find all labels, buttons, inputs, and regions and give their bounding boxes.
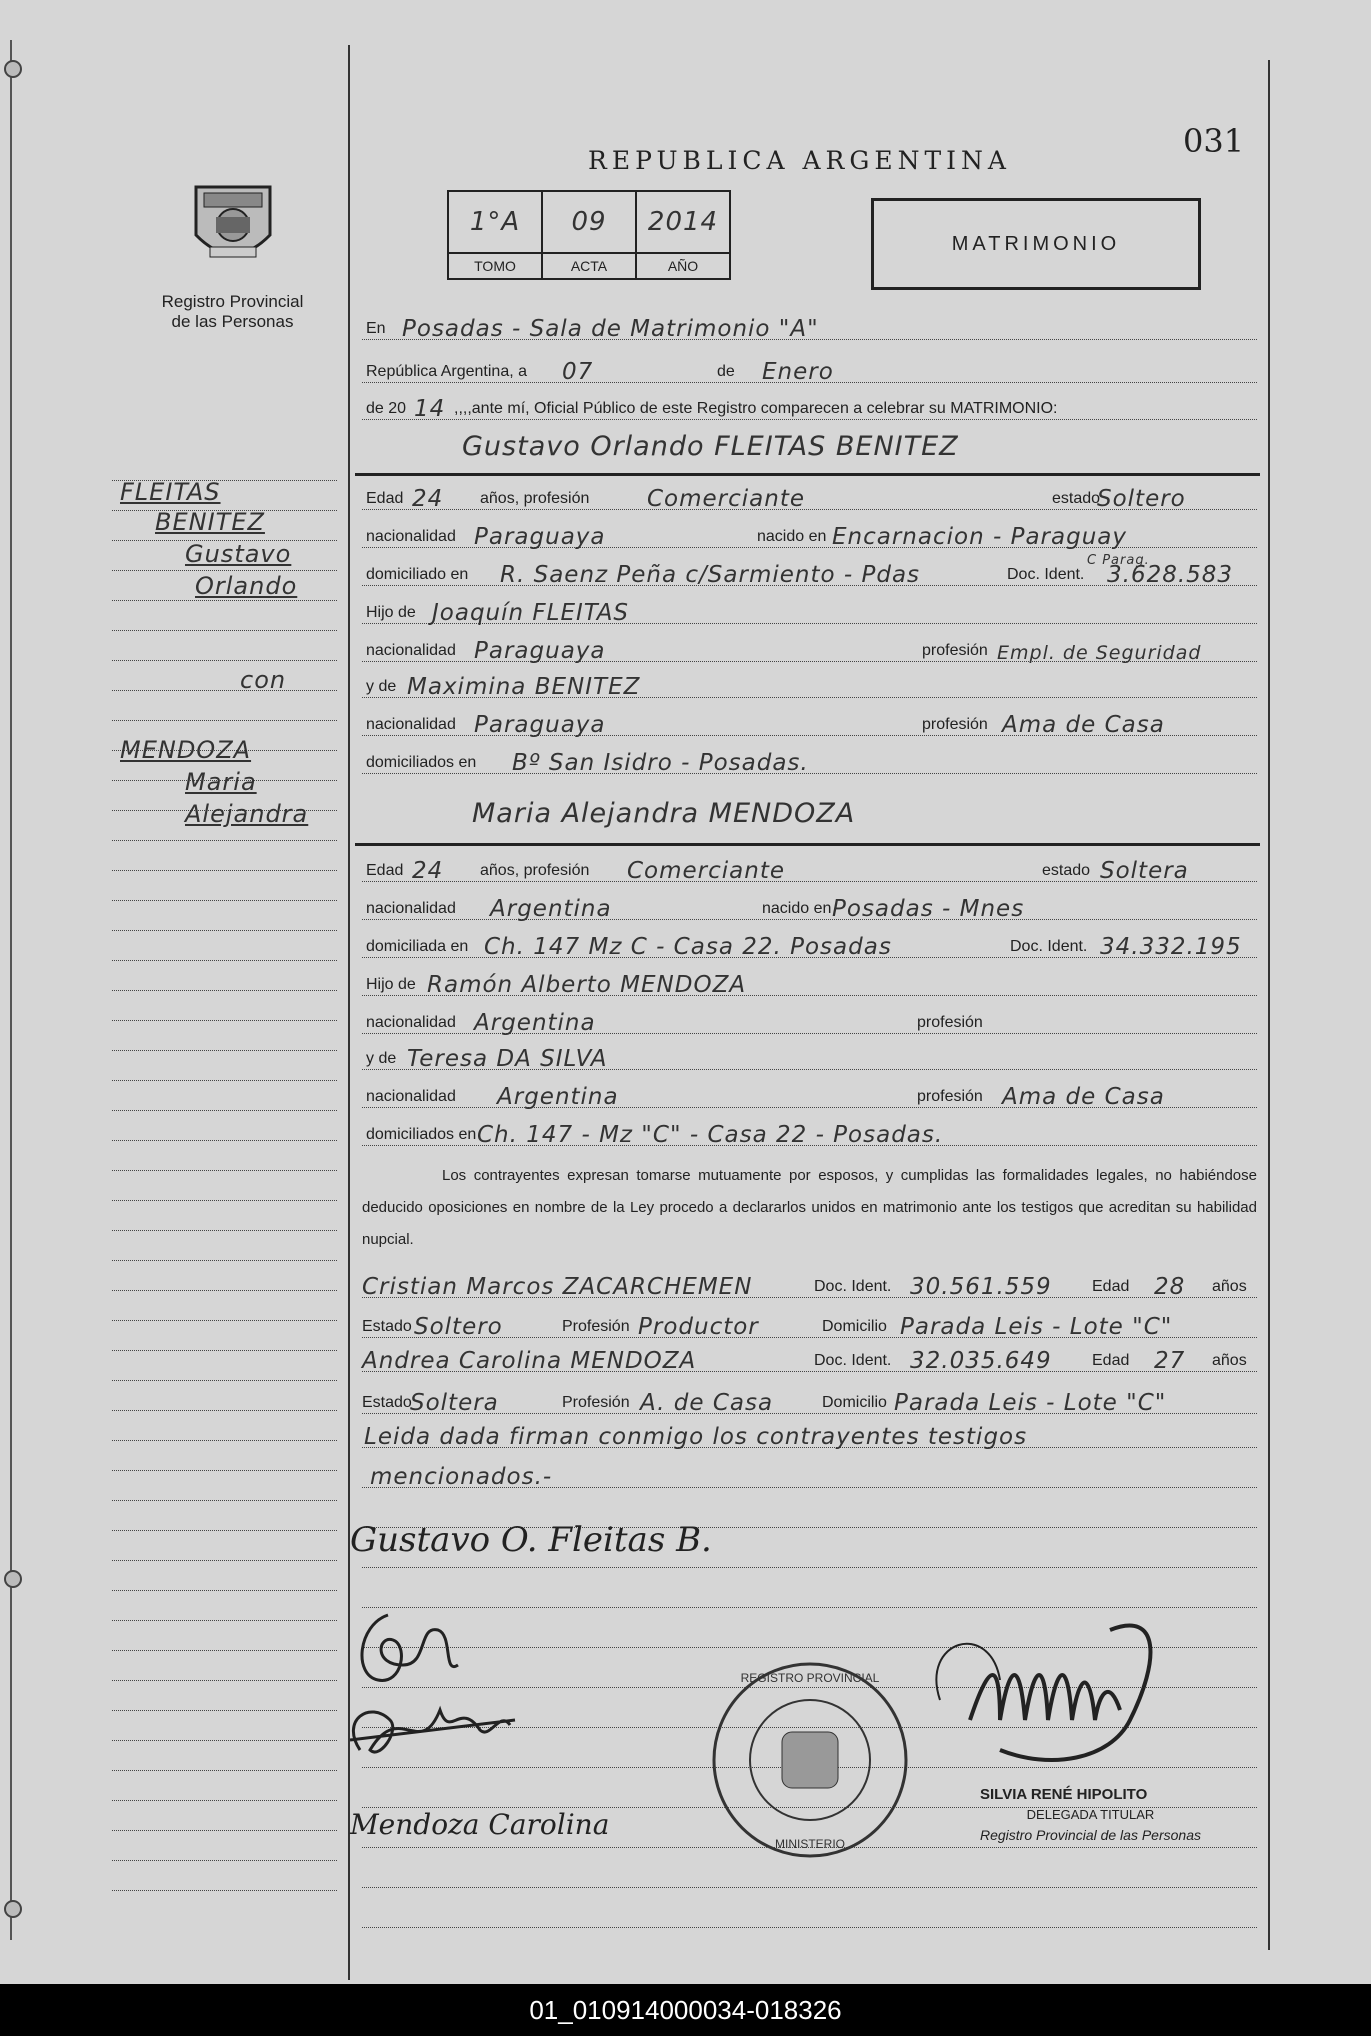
acta-cell [543,192,637,278]
year-suffix: 14 [414,396,446,422]
margin-line [112,900,337,901]
estado-label: estado [1052,490,1101,507]
groom-father-nac-row [362,632,1257,666]
margin-firstname-3: Maria [185,768,257,796]
witness1-detail-row [362,1308,1257,1342]
witness2-estado: Soltera [410,1390,499,1416]
scan-id-footer: 01_010914000034-018326 [0,1984,1371,2036]
margin-conjunction: con [240,666,287,694]
nacido-label: nacido en [757,528,827,545]
groom-dom-row [362,553,1257,590]
margin-line [112,1350,337,1351]
month-value: Enero [762,359,834,385]
bride-mother: Teresa DA SILVA [407,1046,608,1072]
page-number: 031 [1183,122,1245,160]
margin-line [112,960,337,961]
closing-line-2: mencionados.- [370,1464,553,1490]
margin-line [112,1710,337,1711]
groom-domicilio: R. Saenz Peña c/Sarmiento - Pdas [500,562,921,588]
anos-label: años [1212,1352,1247,1369]
bride-nac-row [362,890,1257,924]
mother-nac-label: nacionalidad [366,1088,456,1105]
witness2-row [362,1342,1257,1376]
declaration-paragraph: Los contrayentes expresan tomarse mutuamente por esposos, y cumplidas las formalidades legales, no habiéndose deducido oposiciones en nombre de la Ley procedo a declararlos unidos en matrimonio ante los testigos que acreditan su habilidad nupcial. [362,1167,1257,1248]
margin-line [112,570,337,571]
rep-label: República Argentina, a [366,363,527,380]
margin-line [112,1050,337,1051]
margin-surname-3: MENDOZA [120,736,252,764]
doc-label: Doc. Ident. [814,1278,892,1295]
anio-value: 2014 [637,192,729,254]
mother-nac-label: nacionalidad [366,716,456,733]
groom-signature: Gustavo O. Fleitas B. [350,1520,712,1560]
de-label: de [717,363,735,380]
margin-line [112,1860,337,1861]
binding-hole [4,1900,22,1918]
bride-name-row [362,797,1257,831]
year-prefix: de 20 [366,400,407,417]
bride-name: Maria Alejandra MENDOZA [472,798,856,829]
margin-line [112,1500,337,1501]
father-nac-label: nacionalidad [366,1014,456,1031]
groom-father-nac: Paraguaya [474,638,606,664]
witness2-edad: 27 [1154,1348,1186,1374]
nac-label: nacionalidad [366,528,456,545]
father-prof-label: profesión [917,1014,983,1031]
margin-line [112,690,337,691]
margin-line [112,1230,337,1231]
intro-text: ,,,,ante mí, Oficial Público de este Registro comparecen a celebrar su MATRIMONIO: [454,400,1058,417]
witness2-name: Andrea Carolina MENDOZA [362,1348,697,1374]
groom-name: Gustavo Orlando FLEITAS BENITEZ [462,431,959,462]
groom-mother-nac-row [362,706,1257,740]
blank-line [362,1858,1257,1892]
svg-text:REGISTRO PROVINCIAL: REGISTRO PROVINCIAL [740,1671,880,1685]
margin-line [112,1470,337,1471]
registry-title-line1: Registro Provincial [161,292,304,311]
official-role: DELEGADA TITULAR [1026,1807,1155,1822]
margin-line [112,630,337,631]
margin-line [112,720,337,721]
prof-label: Profesión [562,1394,630,1411]
groom-doc-note: C Parag. [1087,553,1150,568]
binding-edge [10,40,22,1940]
margin-line [112,1650,337,1651]
prof-label: años, profesión [480,490,590,507]
margin-line [112,1290,337,1291]
witness1-row [362,1268,1257,1302]
groom-edad: 24 [412,486,444,512]
witness1-estado: Soltero [414,1314,503,1340]
edad-label: Edad [1092,1352,1130,1369]
witness1-domicilio: Parada Leis - Lote "C" [900,1314,1173,1340]
margin-line [112,1410,337,1411]
registry-title-line2: de las Personas [171,312,294,331]
groom-edad-row [362,480,1257,514]
prof-label: Profesión [562,1318,630,1335]
father-nac-label: nacionalidad [366,642,456,659]
registry-stamp-icon [710,1660,910,1860]
nacido-label: nacido en [762,900,832,917]
bride-father-nac-row [362,1004,1257,1038]
binding-hole [4,60,22,78]
margin-line [112,1830,337,1831]
witness1-signature-icon [340,1680,520,1775]
dom-label: Domicilio [822,1394,887,1411]
margin-line [112,1770,337,1771]
margin-line [112,930,337,931]
margin-surname-1: FLEITAS [120,478,221,506]
official-office: Registro Provincial de las Personas [980,1827,1201,1843]
witness2-domicilio: Parada Leis - Lote "C" [894,1390,1167,1416]
country-header: REPUBLICA ARGENTINA [588,146,1011,175]
bride-separator [355,843,1260,846]
margin-line [112,990,337,991]
margin-line [112,1740,337,1741]
right-rule [1268,60,1270,1950]
witness2-doc: 32.035.649 [910,1348,1052,1374]
bride-father-nac: Argentina [474,1010,596,1036]
bride-parents-dom: Ch. 147 - Mz "C" - Casa 22 - Posadas. [477,1122,944,1148]
official-signature-icon [930,1600,1210,1800]
acta-value: 09 [543,192,635,254]
doc-label: Doc. Ident. [1010,938,1088,955]
acta-label: ACTA [570,258,608,274]
groom-name-row [362,430,1257,464]
margin-line [112,1200,337,1201]
official-block [980,1785,1201,1845]
margin-ruled-lines [112,480,337,1920]
official-name: SILVIA RENÉ HIPOLITO [980,1786,1148,1803]
witness1-edad: 28 [1154,1274,1186,1300]
groom-mother-nac: Paraguaya [474,712,606,738]
closing-row-1 [362,1418,1257,1452]
estado-label: Estado [362,1318,412,1335]
edad-label: Edad [1092,1278,1130,1295]
witness1-doc: 30.561.559 [910,1274,1052,1300]
document-type-box: MATRIMONIO [871,198,1201,290]
margin-firstname-2: Orlando [195,572,298,600]
estado-label: Estado [362,1394,412,1411]
groom-mother-row [362,668,1257,702]
groom-estado: Soltero [1097,486,1186,512]
blank-line [362,1898,1257,1932]
doc-label: Doc. Ident. [1007,566,1085,583]
bride-mother-nac-row [362,1078,1257,1112]
groom-nacionalidad: Paraguaya [474,524,606,550]
doc-label: Doc. Ident. [814,1352,892,1369]
margin-line [112,1080,337,1081]
bride-edad-row [362,852,1257,886]
bride-mother-prof: Ama de Casa [1002,1084,1165,1110]
father-prof-label: profesión [922,642,988,659]
witness2-signature: Mendoza Carolina [350,1808,610,1841]
bride-dom-row [362,928,1257,962]
book-reference-box [447,190,731,280]
prof-label: años, profesión [480,862,590,879]
margin-line [112,1800,337,1801]
tomo-label: TOMO [474,258,516,274]
witness1-name: Cristian Marcos ZACARCHEMEN [362,1274,753,1300]
margin-line [112,600,337,601]
margin-line [112,1140,337,1141]
bride-nacionalidad: Argentina [490,896,612,922]
bride-domicilio: Ch. 147 Mz C - Casa 22. Posadas [484,934,892,960]
bride-parents-dom-row [362,1116,1257,1150]
edad-label: Edad [366,862,404,879]
groom-nacido: Encarnacion - Paraguay [832,524,1127,550]
margin-line [112,870,337,871]
tomo-cell [449,192,543,278]
margin-line [112,1620,337,1621]
bride-profesion: Comerciante [627,858,786,884]
groom-father: Joaquín FLEITAS [432,600,630,626]
anio-label: AÑO [667,258,699,274]
registry-title [120,292,345,332]
groom-parents-dom-row [362,744,1257,778]
margin-line [112,1110,337,1111]
tomo-value: 1°A [449,192,541,254]
bride-edad: 24 [412,858,444,884]
mother-label: y de [366,1050,397,1067]
parents-dom-label: domiciliados en [366,1126,477,1143]
bride-nacido: Posadas - Mnes [832,896,1025,922]
bride-doc: 34.332.195 [1100,934,1242,960]
groom-separator [355,473,1260,476]
province-seal-icon [186,175,280,275]
groom-mother-prof: Ama de Casa [1002,712,1165,738]
closing-row-2 [362,1458,1257,1492]
father-label: Hijo de [366,604,416,621]
groom-profesion: Comerciante [647,486,806,512]
bride-estado: Soltera [1100,858,1189,884]
groom-nac-row [362,518,1257,552]
groom-parents-dom: Bº San Isidro - Posadas. [512,750,809,776]
edad-label: Edad [366,490,404,507]
binding-hole [4,1570,22,1588]
margin-line [112,1440,337,1441]
place-value: Posadas - Sala de Matrimonio "A" [402,316,819,342]
parents-dom-label: domiciliados en [366,754,477,771]
margin-surname-2: BENITEZ [155,508,265,536]
bride-father: Ramón Alberto MENDOZA [427,972,747,998]
groom-father-prof: Empl. de Seguridad [997,642,1202,664]
margin-line [112,1530,337,1531]
day-value: 07 [562,359,594,385]
witness2-detail-row [362,1384,1257,1418]
place-row [362,310,1257,344]
groom-mother: Maximina BENITEZ [407,674,641,700]
margin-line [112,1560,337,1561]
margin-line [112,840,337,841]
margin-line [112,1170,337,1171]
svg-text:MINISTERIO: MINISTERIO [774,1837,846,1851]
groom-doc: 3.628.583 [1107,562,1234,588]
witness2-profesion: A. de Casa [640,1390,774,1416]
dom-label: domiciliado en [366,566,469,583]
groom-father-row [362,594,1257,628]
bride-mother-nac: Argentina [497,1084,619,1110]
father-label: Hijo de [366,976,416,993]
margin-line [112,1890,337,1891]
bride-father-row [362,966,1257,1000]
margin-line [112,1320,337,1321]
mother-prof-label: profesión [917,1088,983,1105]
nac-label: nacionalidad [366,900,456,917]
margin-firstname-4: Alejandra [185,800,309,828]
date-row [362,353,1257,387]
margin-line [112,1020,337,1021]
closing-line-1: Leida dada firman conmigo los contrayentes testigos [364,1424,1028,1450]
margin-line [112,1680,337,1681]
intro-row [362,390,1257,424]
witness1-profesion: Productor [638,1314,759,1340]
en-label: En [366,320,386,337]
margin-firstname-1: Gustavo [185,540,292,568]
margin-line [112,660,337,661]
margin-line [112,1590,337,1591]
dom-label: domiciliada en [366,938,469,955]
margin-line [112,1260,337,1261]
anio-cell [637,192,729,278]
mother-prof-label: profesión [922,716,988,733]
dom-label: Domicilio [822,1318,887,1335]
mother-label: y de [366,678,397,695]
estado-label: estado [1042,862,1091,879]
bride-mother-row [362,1040,1257,1074]
anos-label: años [1212,1278,1247,1295]
margin-line [112,1380,337,1381]
